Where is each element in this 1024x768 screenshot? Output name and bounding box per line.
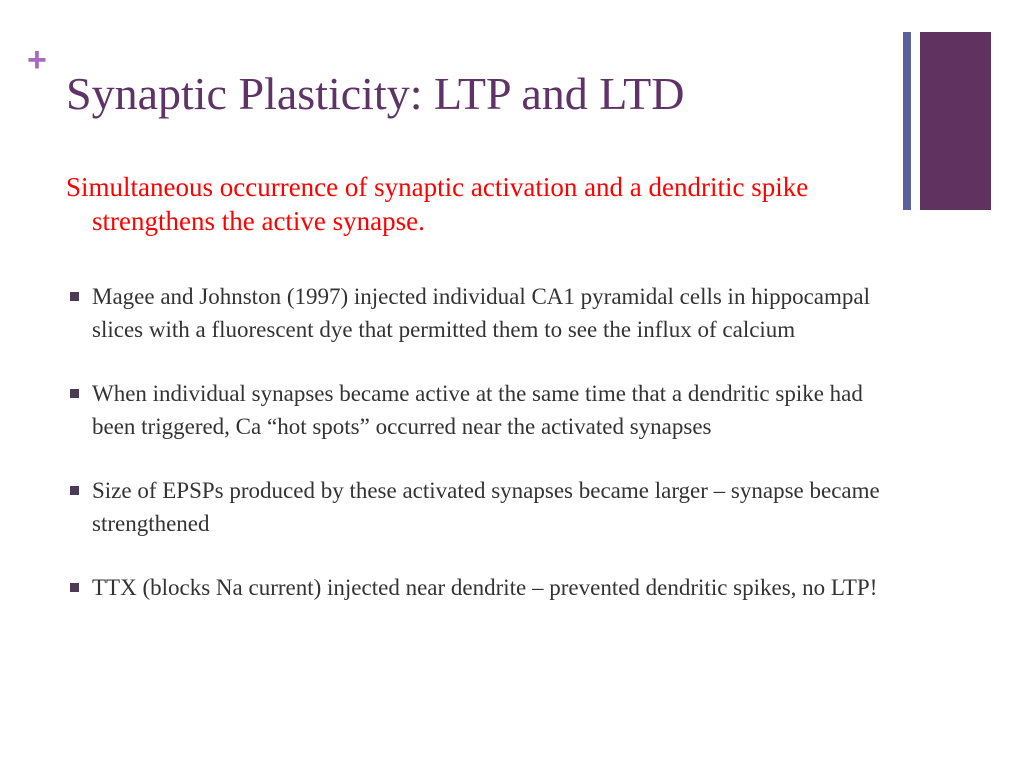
- bullet-list: [92, 281, 892, 637]
- square-bullet-icon: [70, 583, 79, 592]
- decorative-thin-bar: [903, 32, 911, 210]
- decorative-thick-bar: [920, 32, 991, 210]
- bullet-text: TTX (blocks Na current) injected near dendrite – prevented dendritic spikes, no LTP!: [92, 575, 878, 600]
- bullet-item-epsp-size: [92, 475, 892, 540]
- plus-icon: +: [27, 41, 47, 79]
- bullet-item-ttx: [92, 572, 892, 605]
- lead-statement: Simultaneous occurrence of synaptic activation and a dendritic spike strengthens the active synapse.: [66, 172, 809, 236]
- bullet-text: Size of EPSPs produced by these activated synapses became larger – synapse became strengthened: [92, 478, 880, 536]
- slide-title: Synaptic Plasticity: LTP and LTD: [66, 68, 685, 119]
- bullet-item-magee-johnston: [92, 281, 892, 346]
- square-bullet-icon: [70, 292, 79, 301]
- bullet-text: Magee and Johnston (1997) injected individual CA1 pyramidal cells in hippocampal slices with a fluorescent dye that permitted them to see the influx of calcium: [92, 284, 870, 342]
- bullet-text: When individual synapses became active at the same time that a dendritic spike had been triggered, Ca “hot spots” occurred near the activated synapses: [92, 381, 863, 439]
- bullet-item-hot-spots: [92, 378, 892, 443]
- square-bullet-icon: [70, 486, 79, 495]
- square-bullet-icon: [70, 389, 79, 398]
